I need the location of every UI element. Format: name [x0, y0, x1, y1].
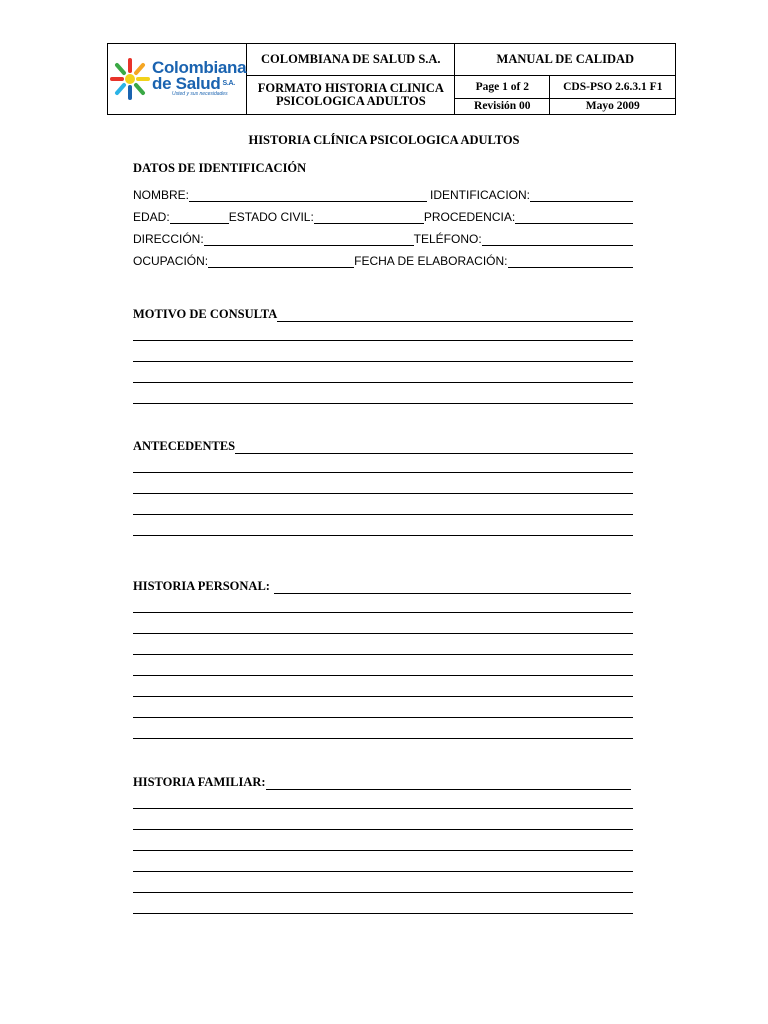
familiar-label: HISTORIA FAMILIAR: — [133, 775, 266, 789]
sun-logo-icon — [110, 56, 150, 102]
company-name: COLOMBIANA DE SALUD S.A. — [247, 44, 455, 76]
nombre-field[interactable] — [189, 189, 427, 202]
personal-heading-row — [133, 578, 631, 594]
identificacion-field[interactable] — [530, 189, 633, 202]
fecha-label: FECHA DE ELABORACIÓN: — [354, 254, 508, 268]
logo-cell — [108, 44, 247, 115]
antecedentes-line[interactable] — [133, 472, 633, 473]
revision-date: Mayo 2009 — [550, 99, 676, 115]
personal-line[interactable] — [133, 633, 633, 634]
personal-field[interactable] — [274, 581, 631, 594]
logo-name-line1: Colombiana — [152, 58, 247, 78]
identificacion-label: IDENTIFICACION: — [430, 188, 531, 202]
familiar-line[interactable] — [133, 829, 633, 830]
antecedentes-field[interactable] — [235, 441, 633, 454]
motivo-label: MOTIVO DE CONSULTA — [133, 307, 278, 321]
document-header — [107, 43, 676, 115]
familiar-field[interactable] — [266, 777, 631, 790]
row-ocupacion — [133, 252, 633, 268]
revision: Revisión 00 — [455, 99, 550, 115]
telefono-field[interactable] — [482, 233, 633, 246]
antecedentes-line[interactable] — [133, 535, 633, 536]
personal-line[interactable] — [133, 675, 633, 676]
edad-label: EDAD: — [133, 210, 170, 224]
direccion-label: DIRECCIÓN: — [133, 232, 204, 246]
row-edad — [133, 208, 633, 224]
document-code: CDS-PSO 2.6.3.1 F1 — [550, 76, 676, 99]
personal-line[interactable] — [133, 696, 633, 697]
format-title-line2: PSICOLOGICA ADULTOS — [275, 94, 426, 108]
familiar-line[interactable] — [133, 892, 633, 893]
motivo-line[interactable] — [133, 382, 633, 383]
motivo-line[interactable] — [133, 403, 633, 404]
identification-heading: DATOS DE IDENTIFICACIÓN — [133, 161, 307, 175]
edad-field[interactable] — [170, 211, 229, 224]
page-number: Page 1 of 2 — [455, 76, 550, 99]
manual-title: MANUAL DE CALIDAD — [455, 44, 676, 76]
procedencia-field[interactable] — [515, 211, 633, 224]
procedencia-label: PROCEDENCIA: — [423, 210, 516, 224]
ocupacion-label: OCUPACIÓN: — [133, 254, 209, 268]
format-title-line1: FORMATO HISTORIA CLINICA — [257, 80, 444, 95]
motivo-line[interactable] — [133, 340, 633, 341]
personal-line[interactable] — [133, 717, 633, 718]
nombre-label: NOMBRE: — [133, 188, 190, 202]
antecedentes-line[interactable] — [133, 493, 633, 494]
fecha-field[interactable] — [508, 255, 634, 268]
familiar-line[interactable] — [133, 871, 633, 872]
estado-civil-label: ESTADO CIVIL: — [228, 210, 314, 224]
document-title: HISTORIA CLÍNICA PSICOLOGICA ADULTOS — [248, 133, 520, 147]
familiar-line[interactable] — [133, 808, 633, 809]
logo-suffix: S.A. — [222, 80, 235, 88]
familiar-line[interactable] — [133, 850, 633, 851]
row-nombre — [133, 186, 633, 202]
company-logo — [108, 56, 246, 102]
antecedentes-heading-row — [133, 438, 633, 454]
antecedentes-label: ANTECEDENTES — [133, 439, 236, 453]
antecedentes-line[interactable] — [133, 514, 633, 515]
personal-label: HISTORIA PERSONAL: — [133, 579, 270, 593]
direccion-field[interactable] — [204, 233, 414, 246]
familiar-heading-row — [133, 774, 631, 790]
logo-tagline: Usted y sus necesidades — [172, 91, 228, 98]
motivo-heading-row — [133, 306, 633, 322]
logo-name-line2: de Salud — [152, 74, 221, 94]
motivo-field[interactable] — [277, 309, 633, 322]
personal-line[interactable] — [133, 612, 633, 613]
row-direccion — [133, 230, 633, 246]
personal-line[interactable] — [133, 654, 633, 655]
estado-civil-field[interactable] — [314, 211, 424, 224]
personal-line[interactable] — [133, 738, 633, 739]
ocupacion-field[interactable] — [208, 255, 354, 268]
motivo-line[interactable] — [133, 361, 633, 362]
format-title — [247, 76, 455, 115]
telefono-label: TELÉFONO: — [413, 232, 482, 246]
familiar-line[interactable] — [133, 913, 633, 914]
